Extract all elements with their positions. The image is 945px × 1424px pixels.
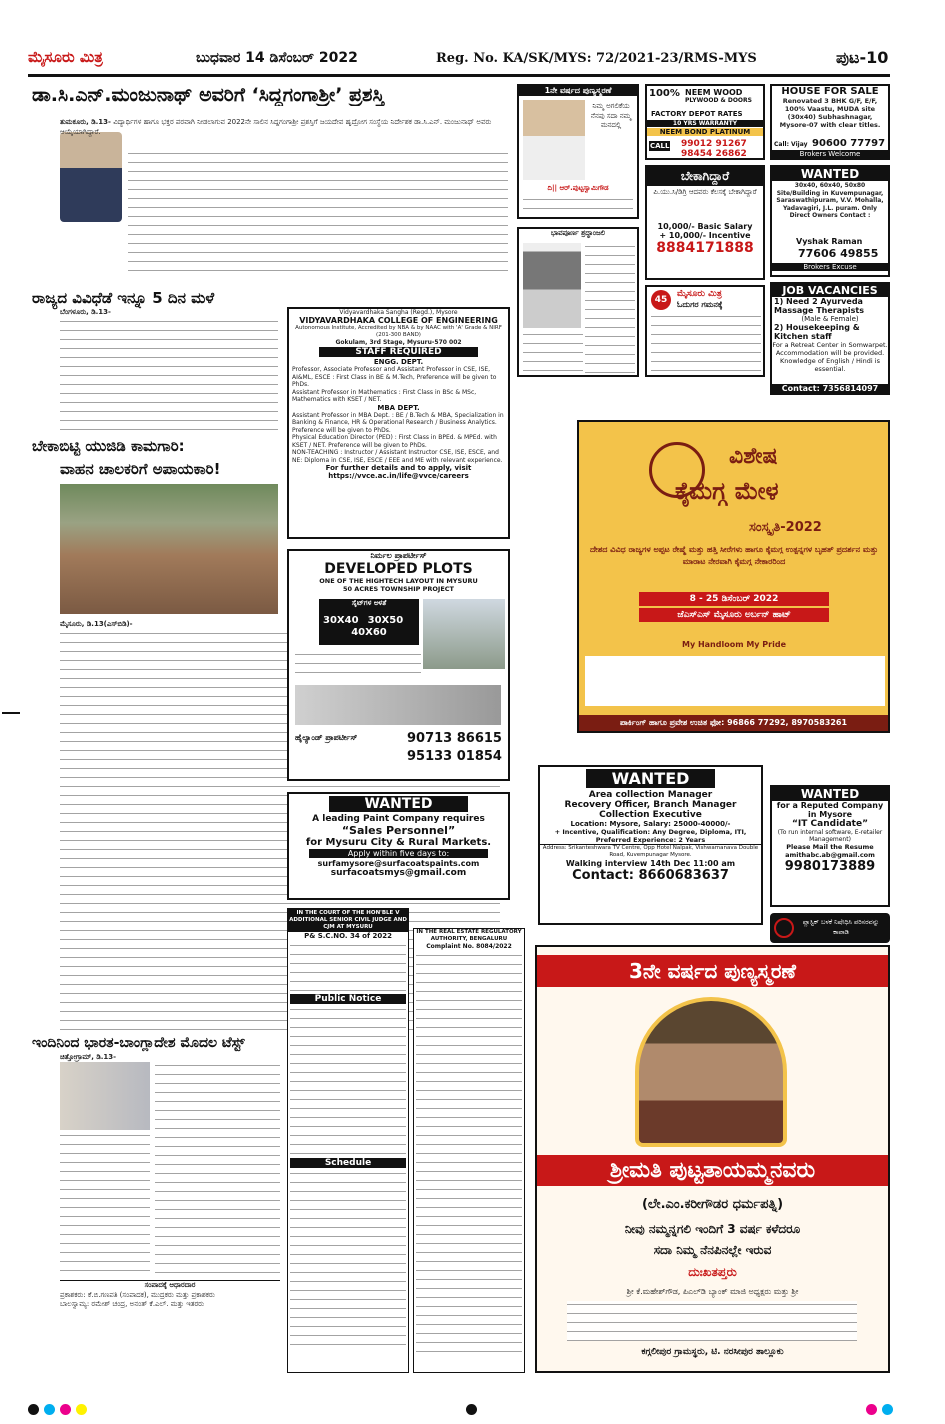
vvce-e2: Assistant Professor in Mathematics : First Class in BSc & MSc, Mathematics with KSET / NET. — [292, 388, 477, 403]
mela-venue: ಜೆಎಸ್‌ಎಸ್ ಮೈಸೂರು ಅರ್ಬನ್ ಹಾಟ್ — [639, 608, 829, 622]
court-schedule-body — [290, 1170, 406, 1350]
vvce-ad — [287, 307, 510, 539]
color-dot — [44, 1404, 55, 1415]
obit1-name: ದಿ|| ಆರ್.ಪುಟ್ಟಸ್ವಾಮಿಗೌಡ — [547, 184, 609, 192]
it-l1: for a Reputed Company in Mysore — [776, 801, 884, 819]
no-plastic-icon — [774, 918, 794, 938]
obit3-l4: ಶ್ರೀ ಕೆ.ಮಹೇಶ್‌ಗೌಡ, ಪಿಎಲ್‌ಡಿ ಬ್ಯಾಂಕ್ ಮಾಜಿ ಅಧ್ಯಕ್ಷರು ಮತ್ತು ಶ್ರೀ — [626, 1287, 799, 1296]
neem-l4: 10 YRS WARRANTY — [647, 120, 763, 127]
neem-l3: FACTORY DEPOT RATES — [651, 110, 743, 118]
anniv-title: ಮೈಸೂರು ಮಿತ್ರ — [677, 289, 722, 299]
color-dot — [60, 1404, 71, 1415]
mela-logos — [585, 656, 885, 706]
vvce-org: Vidyavardhaka Sangha (Regd.), Mysore — [339, 309, 458, 316]
jobs-body: For a Retreat Center in Somwarpet. Accommodation will be provided. Knowledge of English / Hindi is essential. — [772, 341, 888, 373]
plots-sub: ONE OF THE HIGHTECH LAYOUT IN MYSURU — [319, 577, 478, 585]
story3-dateline: ಮೈಸೂರು, ಡಿ.13(ಎಸ್‌ಬಿಡಿ)- — [60, 620, 133, 628]
ugd-road-photo — [60, 484, 278, 614]
bekagiddare-body: ಪಿ.ಯು.ಸಿ/ಡಿಗ್ರಿ ಆದವರು ಕೆಲಸಕ್ಕೆ ಬೇಕಾಗಿದ್ದಾರೆ — [653, 188, 757, 196]
plots-photo — [295, 685, 501, 725]
mela-t1: ವಿಶೇಷ — [729, 444, 778, 469]
bekagiddare-phone: 8884171888 — [656, 240, 754, 256]
neem-call: CALL — [650, 142, 670, 150]
story4-dateline: ಚಿತ್ತೋಗ್ರಾಮ್, ಡಿ.13- — [60, 1053, 117, 1061]
court-notice-body — [290, 1006, 406, 1156]
jobs-contact: Contact: 7356814097 — [772, 384, 888, 393]
obituary-ad-3 — [535, 945, 890, 1373]
paint-title: WANTED — [329, 796, 468, 812]
developed-plots-ad — [287, 549, 510, 781]
neem-l5: NEEM BOND PLATINUM — [647, 128, 763, 136]
story4-columns-2 — [60, 1132, 150, 1277]
court-notice-ad — [287, 908, 409, 1373]
neem-phone2: 98454 26862 — [681, 149, 747, 159]
registration-number: Reg. No. KA/SK/MYS: 72/2021-23/RMS-MYS — [436, 51, 757, 66]
story1-columns — [128, 150, 508, 275]
obit3-photo — [635, 997, 787, 1147]
color-dot — [866, 1404, 877, 1415]
plots-size2: 30X50 — [367, 615, 404, 626]
vvce-mba: MBA DEPT. — [377, 403, 420, 412]
obituary-ad-2 — [517, 227, 639, 377]
bekagiddare-incentive: + 10,000/- Incentive — [659, 231, 751, 240]
plots-size3: 40X60 — [351, 627, 387, 638]
obituary-ad-1 — [517, 84, 639, 219]
neem-l2: PLYWOOD & DOORS — [685, 97, 752, 104]
color-dot — [28, 1404, 39, 1415]
story2-dateline: ಬೆಂಗಳೂರು, ಡಿ.13- — [60, 308, 111, 316]
plastic-ban-ad — [770, 913, 890, 943]
obit1-family — [523, 196, 633, 216]
recovery-r1: Area collection Manager — [588, 790, 713, 800]
plots-image — [423, 599, 505, 669]
story2-headline: ರಾಜ್ಯದ ವಿವಿಧೆಡೆ ಇನ್ನೂ 5 ದಿನ ಮಳೆ — [32, 289, 215, 307]
color-dot — [882, 1404, 893, 1415]
bekagiddare-ad — [645, 165, 765, 280]
house-note: Brokers Welcome — [772, 150, 888, 158]
obit2-photo — [523, 243, 581, 328]
it-candidate-ad — [770, 785, 890, 907]
obit1-photo — [523, 100, 585, 180]
recovery-inc: + Incentive, Qualification: Any Degree, Diploma, ITI, Preferred Experience: 2 Years — [554, 828, 747, 844]
jobs-title: JOB VACANCIES — [772, 284, 888, 297]
color-dot — [466, 1404, 477, 1415]
neem-badge: 100% — [649, 88, 680, 99]
obit3-l1: ನೀವು ನಮ್ಮನ್ನಗಲಿ ಇಂದಿಗೆ 3 ವರ್ಷ ಕಳೆದರೂ — [624, 1222, 801, 1236]
masthead: ಮೈಸೂರು ಮಿತ್ರ — [28, 48, 103, 66]
plots-firm: ಹೈಲ್ಯಾಂಡ್ ಪ್ರಾಪರ್ಟೀಸ್ — [295, 733, 358, 742]
court-notice-title: Public Notice — [290, 994, 406, 1004]
anniv-badge: 45 — [651, 290, 671, 310]
plots-kn: ನಿರ್ಮಲ ಪ್ರಾಪರ್ಟೀಸ್ — [370, 551, 427, 560]
it-l4: Please Mail the Resume — [786, 843, 874, 851]
it-email[interactable]: amithabc.ab@gmail.com — [785, 851, 875, 859]
house-for-sale-ad — [770, 84, 890, 160]
jobs-item2: 2) Housekeeping & Kitchen staff — [774, 323, 860, 341]
house-call: Call: Vijay — [774, 141, 808, 148]
story1-dateline: ತುಮಕೂರು, ಡಿ.13- — [60, 118, 111, 126]
paint-l1: A leading Paint Company requires — [312, 814, 485, 824]
story4-columns — [155, 1062, 280, 1277]
neem-phone1: 99012 91267 — [681, 139, 747, 149]
neem-wood-ad — [645, 84, 765, 160]
story2-columns — [60, 318, 278, 433]
recovery-loc: Location: Mysore, Salary: 25000-40000/- — [570, 820, 731, 828]
issue-date: ಬುಧವಾರ 14 ಡಿಸೆಂಬರ್ 2022 — [196, 50, 358, 66]
wanted-site-name: Vyshak Raman — [796, 237, 863, 246]
court-case: P& S.C.NO. 34 of 2022 — [304, 932, 392, 940]
recovery-r3: Collection Executive — [599, 810, 702, 820]
header-rule — [28, 74, 890, 77]
vvce-apply: For further details and to apply, visit — [325, 464, 472, 472]
plots-phone2: 95133 01854 — [407, 749, 502, 764]
plots-size1: 30X40 — [323, 615, 359, 626]
court-schedule-title: Schedule — [290, 1158, 406, 1168]
jobs-item1: 1) Need 2 Ayurveda Massage Therapists — [774, 297, 864, 315]
mela-body: ದೇಶದ ವಿವಿಧ ರಾಜ್ಯಗಳ ಅಪ್ಪಟ ರೇಷ್ಮೆ ಮತ್ತು ಹತ್ತಿ ಸೀರೆಗಳು ಹಾಗೂ ಕೈಮಗ್ಗ ಉತ್ಪನ್ನಗಳ ಬೃಹತ್ ಪ್ರದರ್ಶನ ಮತ್ತು ಮಾರಾಟ ನೇರವಾಗಿ ಕೈಮಗ್ಗ ನೇಕಾರರಿಂದ — [590, 545, 878, 566]
recovery-walk: Walking interview 14th Dec 11:00 am — [565, 859, 736, 868]
vvce-staff: STAFF REQUIRED — [319, 347, 478, 357]
rera-body — [416, 952, 522, 1357]
story4-headline: ಇಂದಿನಿಂದ ಭಾರತ-ಬಾಂಗ್ಲಾದೇಶ ಮೊದಲ ಟೆಸ್ಟ್ — [32, 1035, 245, 1051]
court-parties — [290, 942, 406, 992]
it-l2: “IT Candidate” — [792, 819, 868, 829]
obit3-rel: (ಲೇ.ಎಂ.ಕರೀಗೌಡರ ಧರ್ಮಪತ್ನಿ) — [641, 1197, 784, 1212]
recovery-officer-ad — [538, 765, 763, 925]
obit3-name: ಶ್ರೀಮತಿ ಪುಟ್ಟತಾಯಮ್ಮನವರು — [537, 1155, 888, 1186]
paint-email2[interactable]: surfacoatsmys@gmail.com — [330, 868, 467, 878]
anniv-sub: ಓದುಗರ ಗಮನಕ್ಕೆ — [677, 300, 723, 309]
rera-case: Complaint No. 8084/2022 — [426, 943, 512, 950]
mela-foot: ಪಾರ್ಕಿಂಗ್ ಹಾಗೂ ಪ್ರವೇಶ ಉಚಿತ ಫೋ: 96866 77292, 8970583261 — [579, 715, 888, 731]
obit2-text — [585, 243, 635, 373]
wanted-site-title: WANTED — [772, 167, 888, 181]
rera-notice-ad — [413, 928, 525, 1373]
paint-email1[interactable]: surfamysore@surfacoatspaints.com — [317, 859, 480, 868]
plots-sizes-kn: ಸೈಟ್‌ಗಳ ಅಳತೆ — [351, 599, 387, 607]
obit1-text: ನಿಮ್ಮ ಅಗಲಿಕೆಯ ನೆನಪು ಸದಾ ನಮ್ಮ ಮನದಲ್ಲಿ — [590, 102, 632, 129]
story3-headline2: ವಾಹನ ಚಾಲಕರಿಗೆ ಅಪಾಯಕಾರಿ! — [60, 460, 221, 478]
obit3-l2: ಸದಾ ನಿಮ್ಮ ನೆನಪಿನಲ್ಲೇ ಇರುವ — [653, 1243, 772, 1257]
mysuru-mitra-notice-ad — [645, 285, 765, 377]
vvce-engg: ENGG. DEPT. — [373, 358, 424, 366]
wanted-site-note: Brokers Excuse — [772, 263, 888, 271]
obit1-title: 1ನೇ ವರ್ಷದ ಪುಣ್ಯಸ್ಮರಣೆ — [519, 86, 637, 96]
color-dot — [76, 1404, 87, 1415]
paint-l2: “Sales Personnel” — [341, 824, 456, 837]
vvce-m1: Assistant Professor in MBA Dept. : BE / B.Tech & MBA, Specialization in Banking & Finance, HR & Operational Research / Business Analytics. Preference will be given to PhDs. — [292, 411, 504, 434]
registration-mark-left — [2, 712, 20, 714]
mela-t2: ಕೈಮಗ್ಗ ಮೇಳ — [675, 477, 779, 505]
anniv-text — [651, 313, 761, 373]
imprint-box — [60, 1280, 280, 1382]
wanted-site-phone: 77606 49855 — [798, 247, 879, 260]
wanted-site-body: 30x40, 60x40, 50x80 Site/Building in Kuvempunagar, Saraswathipuram, V.V. Mohalla, Yadavagiri, J.L. puram. Only Direct Owners Contact : — [776, 182, 884, 219]
handloom-mela-ad — [577, 420, 890, 733]
cricketers-photo — [60, 1062, 150, 1130]
paint-company-ad — [287, 792, 510, 900]
recovery-contact: Contact: 8660683637 — [572, 868, 729, 883]
jobs-item1b: (Male & Female) — [801, 315, 859, 323]
it-l3: (To run internal software, E-retailer Management) — [777, 829, 883, 843]
mela-tag: My Handloom My Pride — [682, 640, 786, 649]
plastic-text: ಪ್ಲಾಸ್ಟಿಕ್ ಬಳಕೆ ನಿಷೇಧಿಸಿ ಪರಿಸರವನ್ನು ಕಾಪಾಡಿ — [802, 918, 880, 936]
page-number: ಪುಟ-10 — [836, 48, 889, 67]
it-title: WANTED — [772, 787, 888, 801]
bekagiddare-salary: 10,000/- Basic Salary — [657, 222, 753, 231]
neem-l1: NEEM WOOD — [685, 88, 743, 97]
imprint-line2: ಬಾಲಸ್ವಾಮ್ಯ: ರಮೇಶ್ ಚಂದ್ರ, ಅನಂತ್ ಕೆ.ಎಲ್. ಮತ್ತು ಇತರರು — [60, 1300, 205, 1308]
recovery-r2: Recovery Officer, Branch Manager — [564, 800, 737, 810]
bekagiddare-title: ಬೇಕಾಗಿದ್ದಾರೆ — [647, 167, 763, 186]
obit2-title: ಭಾವಪೂರ್ಣ ಶ್ರದ್ಧಾಂಜಲಿ — [550, 229, 606, 237]
recovery-addr: Address: Srikanteshwara TV Centre, Opp Hotel Nalpak, Vishwamanava Double Road, Kuvempunagar Mysore. — [540, 844, 761, 859]
vvce-m2: Physical Education Director (PED) : First Class in BPEd. & MPEd. with KSET / NET. Preference will be given to PhDs. — [292, 434, 497, 449]
vvce-url[interactable]: https://vvce.ac.in/life@vvce/careers — [328, 472, 469, 480]
plots-sub2: 50 ACRES TOWNSHIP PROJECT — [343, 585, 454, 593]
job-vacancies-ad — [770, 282, 890, 395]
vvce-name: VIDYAVARDHAKA COLLEGE OF ENGINEERING — [299, 316, 498, 325]
vvce-addr: Gokulam, 3rd Stage, Mysuru-570 002 — [335, 339, 462, 346]
house-body: Renovated 3 BHK G/F, E/F, 100% Vaastu, MUDA site (30x40) Subhashnagar, Mysore-07 with clear titles. — [779, 97, 881, 129]
court-head: IN THE COURT OF THE HON'BLE V ADDITIONAL SENIOR CIVIL JUDGE AND CJM AT MYSURU — [289, 910, 407, 930]
vvce-m3: NON-TEACHING : Instructor / Assistant Instructor CSE, ISE, ESCE, and NE: Diploma in CSE, ISE, ESCE / EEE and ME with relevant experience. — [292, 449, 503, 464]
house-phone: 90600 77797 — [812, 138, 886, 149]
mela-t3: ಸಂಸ್ಕೃತಿ-2022 — [749, 520, 822, 535]
plots-sizes-box — [319, 599, 419, 645]
recovery-title: WANTED — [586, 769, 715, 788]
obit3-family — [567, 1301, 857, 1341]
obit3-l5: ಕಗ್ಗಲೀಪುರ ಗ್ರಾಮಸ್ಥರು, ಟಿ. ನರಸೀಪುರ ತಾಲ್ಲೂಕು — [641, 1347, 784, 1357]
vvce-e1: Professor, Associate Professor and Assistant Professor in CSE, ISE, AI&ML, ESCE : First Class in BE & M.Tech, Preference will be given to PhDs. — [292, 366, 497, 388]
paint-l3: for Mysuru City & Rural Markets. — [305, 837, 492, 848]
plots-title: DEVELOPED PLOTS — [324, 561, 473, 577]
obit2-text2 — [523, 331, 583, 373]
wanted-site-ad — [770, 165, 890, 277]
house-title: HOUSE FOR SALE — [781, 86, 879, 97]
obit3-l3: ದುಃಖತಪ್ತರು — [688, 1265, 737, 1279]
vvce-sub: Autonomous Institute, Accredited by NBA & by NAAC with 'A' Grade & NIRF (201-300 BAND) — [295, 325, 502, 338]
imprint-title: ಸಂಪಾದಕ್ಕೆ ಆಧಾರದಾರ — [144, 1281, 196, 1289]
paint-apply: Apply within five days to: — [309, 849, 488, 858]
obit3-title: 3ನೇ ವರ್ಷದ ಪುಣ್ಯಸ್ಮರಣೆ — [537, 955, 888, 987]
it-phone: 9980173889 — [784, 859, 876, 874]
story3-headline1: ಬೇಕಾಬಿಟ್ಟಿ ಯುಜಿಡಿ ಕಾಮಗಾರಿ: — [32, 437, 185, 455]
plots-features — [295, 651, 421, 681]
plots-phone1: 90713 86615 — [407, 731, 502, 746]
imprint-line1: ಪ್ರಕಾಶಕರು: ಕೆ.ಬಿ.ಗಣಪತಿ (ಸಂಪಾದಕ), ಮುದ್ರಕರು ಮತ್ತು ಪ್ರಕಾಶಕರು — [60, 1290, 215, 1299]
story1-headline: ಡಾ.ಸಿ.ಎನ್.ಮಂಜುನಾಥ್ ಅವರಿಗೆ ‘ಸಿದ್ದಗಂಗಾಶ್ರೀ’ ಪ್ರಶಸ್ತಿ — [32, 84, 385, 106]
story1-lead: ವಿದ್ಯಾರ್ಥಿಗಳ ಹಾಗೂ ಭಕ್ತರ ಪರವಾಗಿ ನೀಡಲಾಗುವ 2022ನೇ ಸಾಲಿನ ಸಿದ್ದಗಂಗಾಶ್ರೀ ಪ್ರಶಸ್ತಿಗೆ ಜಯದೇವ ಹೃದ್ರೋಗ ಸಂಸ್ಥೆಯ ನಿರ್ದೇಶಕ ಡಾ.ಸಿ.ಎನ್. ಮಂಜುನಾಥ್ ಅವರು ಆಯ್ಕೆಯಾಗಿದ್ದಾರೆ. — [60, 118, 492, 136]
rera-head: IN THE REAL ESTATE REGULATORY AUTHORITY, BENGALURU — [416, 929, 522, 942]
mela-dates: 8 - 25 ಡಿಸೆಂಬರ್ 2022 — [639, 592, 829, 606]
